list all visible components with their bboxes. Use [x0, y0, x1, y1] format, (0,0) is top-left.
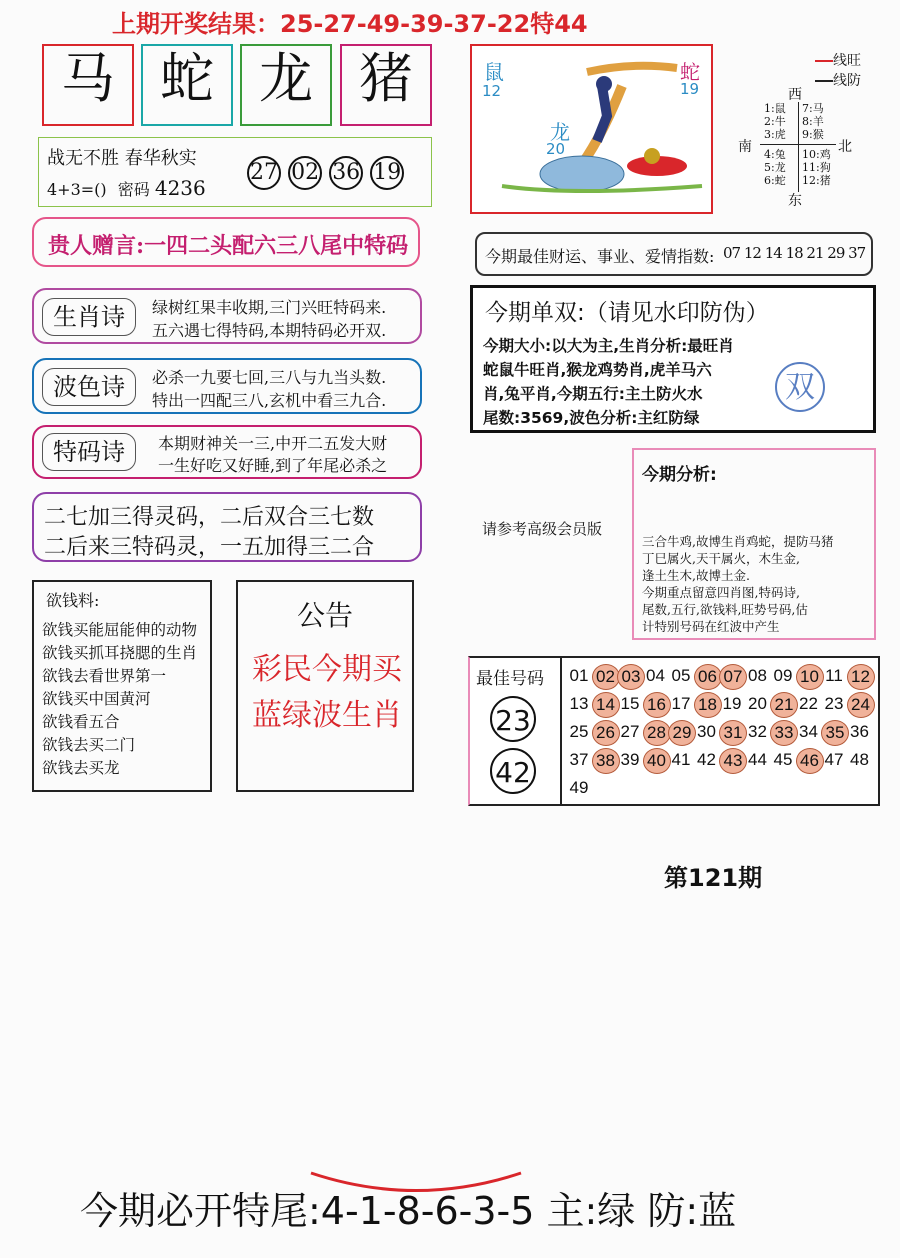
grid-number: 22 — [799, 694, 818, 713]
circle-number: 02 — [288, 156, 322, 190]
grid-number: 12 — [847, 664, 875, 690]
grid-number: 20 — [748, 694, 767, 713]
grid-number: 46 — [796, 748, 824, 774]
odd-even-stamp: 双 — [775, 362, 825, 412]
compass-hline — [760, 144, 836, 145]
grid-number: 30 — [697, 722, 716, 741]
zodiac-box-2: 蛇 — [141, 44, 233, 126]
grid-number: 31 — [719, 720, 747, 746]
poem-title: 波色诗 — [42, 368, 136, 406]
motto-line1: 战无不胜 春华秋实 — [47, 148, 197, 169]
circle-number: 19 — [370, 156, 404, 190]
grid-number: 21 — [770, 692, 798, 718]
grid-number: 49 — [569, 778, 589, 797]
last-result-header: 上期开奖结果：25-27-49-39-37-22特44 — [112, 10, 588, 38]
pic-label-rat: 鼠 — [484, 60, 504, 84]
grid-number: 34 — [799, 722, 818, 741]
grid-number: 27 — [620, 722, 640, 741]
compass-north: 北 — [838, 139, 852, 155]
grid-number: 07 — [719, 664, 747, 690]
poem-box-special — [32, 425, 422, 479]
money-riddle-item: 欲钱去买龙 — [42, 759, 120, 777]
riddle-line2: 二后来三特码灵，一五加得三二合 — [44, 535, 375, 560]
money-riddle-item: 欲钱买中国黄河 — [42, 690, 151, 708]
odd-even-line: 今期大小:以大为主,生肖分析:最旺肖 — [483, 337, 734, 355]
grid-number: 09 — [773, 666, 793, 685]
pic-num-dragon: 20 — [546, 140, 566, 158]
grid-number: 23 — [824, 694, 844, 713]
circle-number: 27 — [247, 156, 281, 190]
index-value: 07 12 14 18 21 29 37 — [723, 244, 866, 262]
poem-line1: 绿树红果丰收期,三门兴旺特码来. — [152, 298, 387, 317]
index-label: 今期最佳财运、事业、爱情指数: — [485, 247, 715, 266]
motto-circles — [247, 156, 406, 190]
grid-number: 16 — [643, 692, 671, 718]
riddle-box — [32, 492, 422, 562]
best-pick: 23 — [490, 696, 536, 742]
grid-number: 05 — [671, 666, 691, 685]
grid-number: 18 — [694, 692, 722, 718]
best-numbers-col — [470, 658, 562, 804]
analysis-line: 尾数,五行,欲钱料,旺势号码,估 — [642, 602, 808, 617]
grid-number: 02 — [592, 664, 620, 690]
member-note: 请参考高级会员版 — [482, 520, 603, 538]
compass-bottom-right: 10:鸡 11:狗 12:猪 — [802, 148, 831, 187]
notice-title: 公告 — [296, 599, 353, 632]
grid-number: 11 — [825, 666, 843, 685]
pic-num-rat: 12 — [482, 82, 502, 100]
motto-password: 4236 — [154, 176, 206, 200]
grid-number: 32 — [748, 722, 767, 741]
grid-number: 43 — [719, 748, 747, 774]
odd-even-line: 尾数:3569,波色分析:主红防绿 — [483, 409, 700, 427]
odd-even-title: 今期单双:（请见水印防伪） — [485, 300, 769, 326]
grid-number: 14 — [592, 692, 620, 718]
grid-number: 40 — [643, 748, 671, 774]
grid-number: 39 — [620, 750, 640, 769]
money-riddle-item: 欲钱去买二门 — [42, 736, 136, 754]
money-riddle-item: 欲钱买抓耳挠腮的生肖 — [42, 644, 198, 662]
grid-number: 03 — [617, 664, 645, 690]
poem-line1: 必杀一九要七回,三八与九当头数. — [152, 368, 387, 387]
compass — [738, 84, 858, 210]
analysis-line: 计特别号码在红波中产生 — [642, 619, 780, 634]
compass-top-left: 1:鼠 2:牛 3:虎 — [764, 102, 786, 141]
money-riddle-item: 欲钱看五合 — [42, 713, 120, 731]
compass-south: 南 — [738, 139, 752, 155]
money-riddle-box — [32, 580, 212, 792]
legend-black: 线防 — [815, 70, 861, 90]
poem-box-color — [32, 358, 422, 414]
notice-line1: 彩民今期买 — [252, 652, 402, 687]
grid-number: 15 — [620, 694, 640, 713]
grid-number: 04 — [646, 666, 665, 685]
odd-even-line: 蛇鼠牛旺肖,猴龙鸡势肖,虎羊马六 — [483, 361, 712, 379]
zodiac-box-3: 龙 — [240, 44, 332, 126]
riddle-line1: 二七加三得灵码，二后双合三七数 — [44, 505, 375, 530]
grid-number: 10 — [796, 664, 824, 690]
poem-line2: 特出一四配三八,玄机中看三九合. — [152, 391, 387, 410]
grid-number: 24 — [847, 692, 875, 718]
notice-line2: 蓝绿波生肖 — [252, 698, 402, 733]
grid-number: 01 — [569, 666, 589, 685]
number-grid — [566, 664, 878, 804]
grid-number: 41 — [671, 750, 691, 769]
best-numbers-title: 最佳号码 — [476, 669, 544, 689]
grid-number: 35 — [821, 720, 849, 746]
compass-west: 西 — [788, 87, 802, 103]
vip-gift-text: 贵人赠言:一四二头配六三八尾中特码 — [48, 233, 409, 259]
index-box — [475, 232, 873, 276]
grid-number: 17 — [671, 694, 691, 713]
zodiac-box-1: 马 — [42, 44, 134, 126]
compass-top-right: 7:马 8:羊 9:猴 — [802, 102, 824, 141]
grid-number: 42 — [697, 750, 716, 769]
compass-bottom-left: 4:兔 5:龙 6:蛇 — [764, 148, 786, 187]
grid-number: 36 — [850, 722, 869, 741]
zodiac-picture — [470, 44, 713, 214]
grid-number: 37 — [569, 750, 589, 769]
money-riddle-item: 欲钱去看世界第一 — [42, 667, 167, 685]
analysis-line: 丁巳属火,天干属火，木生金, — [642, 551, 800, 566]
grid-number: 28 — [643, 720, 671, 746]
pic-num-snake: 19 — [680, 80, 700, 98]
grid-number: 25 — [569, 722, 589, 741]
motto-line2 — [47, 176, 206, 200]
analysis-box — [632, 448, 876, 640]
poem-title: 生肖诗 — [42, 298, 136, 336]
grid-number: 38 — [592, 748, 620, 774]
legend-red: 线旺 — [815, 50, 861, 70]
grid-number: 44 — [748, 750, 767, 769]
grid-number: 06 — [694, 664, 722, 690]
issue-number: 第121期 — [664, 864, 763, 892]
grid-number: 26 — [592, 720, 620, 746]
poem-line1: 本期财神关一三,中开二五发大财 — [158, 434, 388, 453]
compass-east: 东 — [788, 193, 802, 209]
analysis-line: 三合牛鸡,故博生肖鸡蛇，提防马猪 — [642, 534, 834, 549]
footer-text: 今期必开特尾:4-1-8-6-3-5 主:绿 防:蓝 — [80, 1189, 737, 1233]
motto-equation: 4+3=() — [47, 180, 107, 199]
zodiac-box-4: 猪 — [340, 44, 432, 126]
best-pick: 42 — [490, 748, 536, 794]
circle-number: 36 — [329, 156, 363, 190]
poem-line2: 一生好吃又好睡,到了年尾必杀之 — [158, 456, 388, 475]
odd-even-line: 肖,兔平肖,今期五行:主土防火水 — [483, 385, 703, 403]
grid-number: 19 — [722, 694, 742, 713]
monkey-illustration — [472, 46, 711, 212]
compass-vline — [798, 102, 799, 192]
money-riddle-title: 欲钱料: — [46, 591, 100, 610]
analysis-line: 今期重点留意四肖图,特码诗, — [642, 585, 800, 600]
grid-number: 33 — [770, 720, 798, 746]
poem-line2: 五六遇七得特码,本期特码必开双. — [152, 321, 387, 340]
grid-number: 47 — [824, 750, 844, 769]
analysis-line: 逢土生木,故博土金. — [642, 568, 750, 583]
motto-password-label: 密码 — [117, 180, 150, 199]
poem-title: 特码诗 — [42, 433, 136, 471]
vip-gift-box — [32, 217, 420, 267]
grid-number: 29 — [668, 720, 696, 746]
motto-box — [38, 137, 432, 207]
pic-label-dragon: 龙 — [550, 120, 570, 144]
grid-number: 48 — [850, 750, 869, 769]
analysis-title: 今期分析: — [642, 465, 717, 485]
notice-box — [236, 580, 414, 792]
money-riddle-item: 欲钱买能屈能伸的动物 — [42, 621, 198, 639]
poem-box-zodiac — [32, 288, 422, 344]
odd-even-box — [470, 285, 876, 433]
grid-number: 45 — [773, 750, 793, 769]
grid-number: 08 — [748, 666, 767, 685]
pic-label-snake: 蛇 — [680, 60, 700, 84]
best-numbers-panel — [468, 656, 880, 806]
grid-number: 13 — [569, 694, 589, 713]
